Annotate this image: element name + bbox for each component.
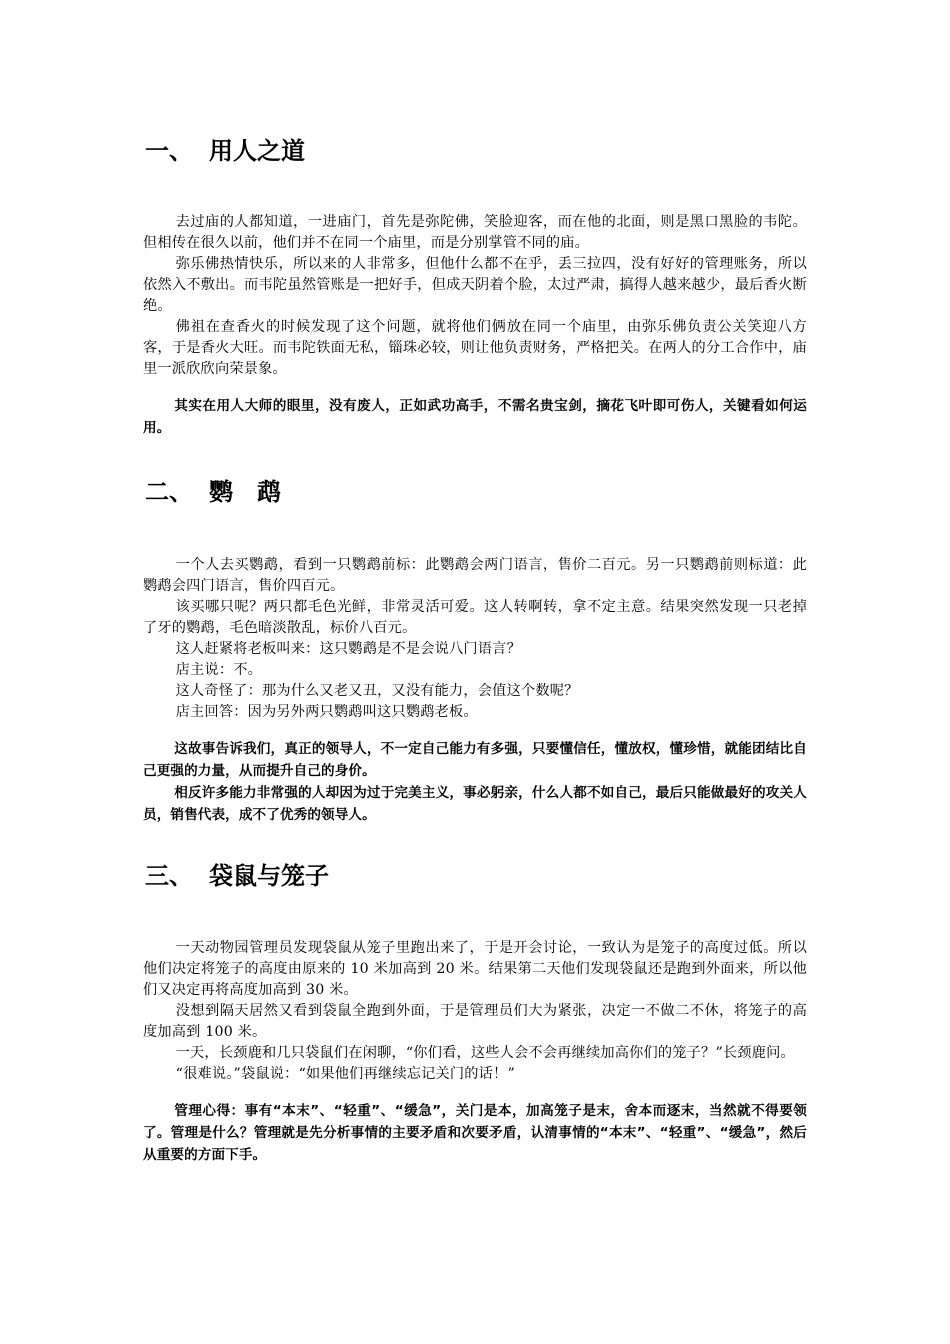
section-body-2	[143, 555, 807, 826]
section-number: 三、	[145, 862, 193, 890]
paragraph: 弥乐佛热情快乐，所以来的人非常多，但他什么都不在乎，丢三拉四，没有好好的管理账务，所以依然入不敷出。而韦陀虽然管账是一把好手，但成天阴着个脸，太过严肃，搞得人越来越少，最后香火断绝。	[143, 256, 807, 314]
bold-paragraph: 管理心得：事有“本末”、“轻重”、“缓急”，关门是本，加高笼子是末，舍本而逐末，当然就不得要领了。管理是什么？管理就是先分析事情的主要矛盾和次要矛盾，认清事情的“本末”、“轻重”、“缓急”，然后从重要的方面下手。	[143, 1103, 807, 1163]
paragraph: 去过庙的人都知道，一进庙门，首先是弥陀佛，笑脸迎客，而在他的北面，则是黑口黑脸的韦陀。但相传在很久以前，他们并不在同一个庙里，而是分别掌管不同的庙。	[143, 214, 807, 251]
section-heading-1	[145, 135, 305, 167]
paragraph: 一天动物园管理员发现袋鼠从笼子里跑出来了，于是开会讨论，一致认为是笼子的高度过低。所以他们决定将笼子的高度由原来的 10 米加高到 20 米。结果第二天他们发现袋鼠还是跑到外面来，所以他们又决定再将高度加高到 30 米。	[143, 940, 807, 998]
paragraph: 这人奇怪了：那为什么又老又丑，又没有能力，会值这个数呢？	[175, 683, 579, 699]
paragraph: “很难说。”袋鼠说：“如果他们再继续忘记关门的话！”	[175, 1066, 515, 1082]
paragraph: 店主回答：因为另外两只鹦鹉叫这只鹦鹉老板。	[175, 704, 478, 720]
section-body-1	[143, 212, 807, 439]
section-number: 二、	[145, 478, 193, 506]
paragraph: 没想到隔天居然又看到袋鼠全跑到外面，于是管理员们大为紧张，决定一不做二不休，将笼子的高度加高到 100 米。	[143, 1003, 807, 1040]
bold-paragraph: 相反许多能力非常强的人却因为过于完美主义，事必躬亲，什么人都不如自己，最后只能做最好的攻关人员，销售代表，成不了优秀的领导人。	[143, 785, 807, 823]
section-heading-3	[145, 860, 329, 892]
paragraph: 一个人去买鹦鹉，看到一只鹦鹉前标：此鹦鹉会两门语言，售价二百元。另一只鹦鹉前则标道：此鹦鹉会四门语言，售价四百元。	[143, 557, 807, 594]
paragraph: 佛祖在查香火的时候发现了这个问题，就将他们俩放在同一个庙里，由弥乐佛负责公关笑迎八方客，于是香火大旺。而韦陀铁面无私，锱珠必较，则让他负责财务，严格把关。在两人的分工合作中，庙里一派欣欣向荣景象。	[143, 319, 807, 377]
section-body-3	[143, 938, 807, 1166]
bold-paragraph: 这故事告诉我们，真正的领导人，不一定自己能力有多强，只要懂信任，懂放权，懂珍惜，就能团结比自己更强的力量，从而提升自己的身价。	[143, 741, 807, 779]
section-title: 用人之道	[209, 137, 305, 165]
section-number: 一、	[145, 137, 193, 165]
paragraph: 这人赶紧将老板叫来：这只鹦鹉是不是会说八门语言？	[175, 641, 521, 657]
paragraph: 店主说：不。	[175, 662, 262, 678]
section-heading-2	[145, 476, 281, 508]
bold-paragraph: 其实在用人大师的眼里，没有废人，正如武功高手，不需名贵宝剑，摘花飞叶即可伤人，关键看如何运用。	[143, 398, 807, 436]
paragraph: 一天，长颈鹿和几只袋鼠们在闲聊，“你们看，这些人会不会再继续加高你们的笼子？”长颈鹿问。	[175, 1045, 795, 1061]
paragraph: 该买哪只呢？两只都毛色光鲜，非常灵活可爱。这人转啊转，拿不定主意。结果突然发现一只老掉了牙的鹦鹉，毛色暗淡散乱，标价八百元。	[143, 599, 807, 636]
section-title: 袋鼠与笼子	[209, 862, 329, 890]
section-title: 鹦 鹉	[209, 478, 281, 506]
